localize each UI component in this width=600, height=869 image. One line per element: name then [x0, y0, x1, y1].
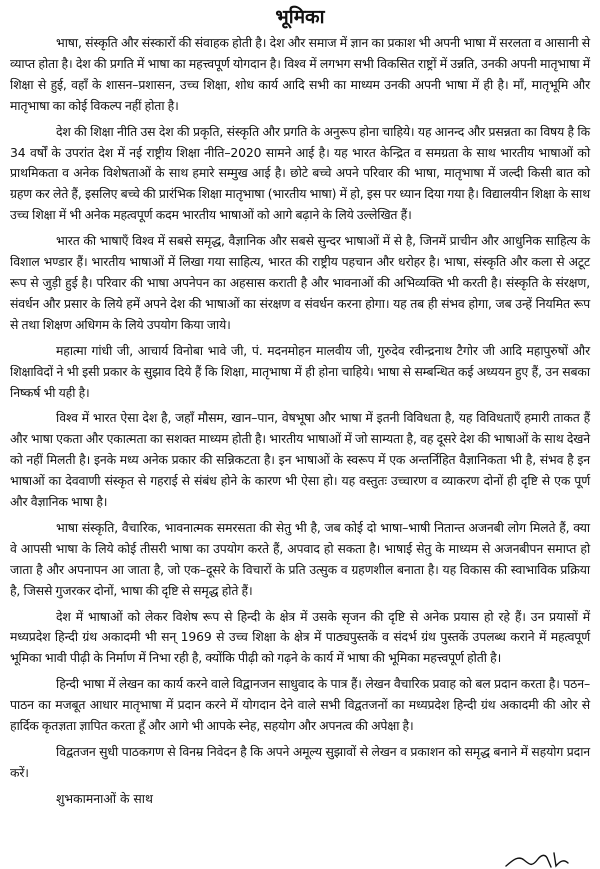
- paragraph-5: विश्व में भारत ऐसा देश है, जहाँ मौसम, खान–पान, वेषभूषा और भाषा में इतनी विविधता है, यह विविधताएँ हमारी ताकत हैं और भाषा एकता और एकात्मता का सशक्त माध्यम होती है। भारतीय भाषाओं में जो साम्यता है, वह दूसरे देश की भाषाओं के साथ देखने को नहीं मिलती है। इनके मध्य अनेक प्रकार की सन्निकटता है। इन भाषाओं के स्वरूप में एक अन्तर्निहित वैज्ञानिकता भी है, संभव है इन भाषाओं का देववाणी संस्कृत से गहराई से संबंध होने के कारण भी ऐसा हो। यह वस्तुतः उच्चारण व व्याकरण दोनों ही दृष्टि से एक पूर्ण और वैज्ञानिक भाषा है।: [10, 410, 590, 510]
- paragraph-4: महात्मा गांधी जी, आचार्य विनोबा भावे जी, पं. मदनमोहन मालवीय जी, गुरुदेव रवीन्द्रनाथ टैगोर जी आदि महापुरुषों और शिक्षाविदों ने भी इसी प्रकार के सुझाव दिये हैं कि शिक्षा, मातृभाषा में ही होना चाहिये। भाषा से सम्बन्धित कई अध्ययन हुए हैं, उन सबका निष्कर्ष भी यही है।: [10, 342, 590, 400]
- signature-image: [502, 851, 572, 869]
- paragraph-1: भाषा, संस्कृति और संस्कारों की संवाहक होती है। देश और समाज में ज्ञान का प्रकाश भी अपनी भाषा में सरलता व आसानी से व्याप्त होता है। देश की प्रगति में भाषा का महत्त्वपूर्ण योगदान है। विश्व में लगभग सभी विकसित राष्ट्रों में उन्नति, उनकी अपनी मातृभाषा में शिक्षा से हुई, वहाँ के शासन–प्रशासन, उच्च शिक्षा, शोध कार्य आदि सभी का माध्यम उनकी अपनी भाषा में ही है। माँ, मातृभूमि और मातृभाषा का कोई विकल्प नहीं होता है।: [10, 35, 590, 113]
- paragraph-9: विद्वतजन सुधी पाठकगण से विनम्र निवेदन है कि अपने अमूल्य सुझावों से लेखन व प्रकाशन को समृद्ध बनाने में सहयोग प्रदान करें।: [10, 744, 590, 780]
- page-title: भूमिका: [275, 6, 325, 28]
- closing-line: शुभकामनाओं के साथ: [56, 790, 153, 806]
- paragraph-3: भारत की भाषाएँ विश्व में सबसे समृद्ध, वैज्ञानिक और सबसे सुन्दर भाषाओं में से है, जिनमें प्राचीन और आधुनिक साहित्य के विशाल भण्डार हैं। भारतीय भाषाओं में लिखा गया साहित्य, भारत की राष्ट्रीय पहचान और धरोहर है। भाषा, संस्कृति और कला से अटूट रूप से जुड़ी हुई है। परिवार की भाषा अपनेपन का अहसास कराती है और भावनाओं की अभिव्यक्ति भी करती है। संस्कृति के संरक्षण, संवर्धन और प्रसार के लिये हमें अपने देश की भाषाओं का संरक्षण व संवर्धन करना होगा। यह तब ही संभव होगा, जब उन्हें नियमित रूप से तथा शिक्षण अधिगम के लिये उपयोग किया जाये।: [10, 233, 590, 332]
- paragraph-2: देश की शिक्षा नीति उस देश की प्रकृति, संस्कृति और प्रगति के अनुरूप होना चाहिये। यह आनन्द और प्रसन्नता का विषय है कि 34 वर्षों के उपरांत देश में नई राष्ट्रीय शिक्षा नीति–2020 सामने आई है। यह भारत केन्द्रित व समग्रता के साथ भारतीय भाषाओं को प्राथमिकता व अनेक विशेषताओं के साथ हमारे सम्मुख आई है। छोटे बच्चे अपने परिवार की भाषा, मातृभाषा में जल्दी किसी बात को ग्रहण कर लेते हैं, इसलिए बच्चे की प्रारंभिक शिक्षा मातृभाषा (भारतीय भाषा) में हो, इस पर ध्यान दिया गया है। विद्यालयीन शिक्षा के साथ उच्च शिक्षा में भी अनेक महत्वपूर्ण कदम भारतीय भाषाओं को आगे बढ़ाने के लिये उल्लेखित हैं।: [10, 123, 590, 223]
- paragraph-8: हिन्दी भाषा में लेखन का कार्य करने वाले विद्वानजन साधुवाद के पात्र हैं। लेखन वैचारिक प्रवाह को बल प्रदान करता है। पठन–पाठन का मजबूत आधार मातृभाषा में प्रदान करने में योगदान देने वाले सभी विद्वतजनों का मध्यप्रदेश हिन्दी ग्रंथ अकादमी की ओर से हार्दिक कृतज्ञता ज्ञापित करता हूँ और आगे भी आपके स्नेह, सहयोग और अपनत्व की अपेक्षा है।: [10, 676, 590, 734]
- paragraph-7: देश में भाषाओं को लेकर विशेष रूप से हिन्दी के क्षेत्र में उसके सृजन की दृष्टि से अनेक प्रयास हो रहे हैं। उन प्रयासों में मध्यप्रदेश हिन्दी ग्रंथ अकादमी भी सन् 1969 से उच्च शिक्षा के क्षेत्र में पाठ्यपुस्तकें व संदर्भ ग्रंथ पुस्तकें उपलब्ध कराने में महत्वपूर्ण भूमिका भावी पीढ़ी के निर्माण में निभा रही है, क्योंकि पीढ़ी को गढ़ने के कार्य में भाषा की भूमिका महत्त्वपूर्ण होती है।: [10, 608, 590, 666]
- paragraph-6: भाषा संस्कृति, वैचारिक, भावनात्मक समरसता की सेतु भी है, जब कोई दो भाषा–भाषी नितान्त अजनबी लोग मिलते हैं, क्या वे आपसी भाषा के लिये कोई तीसरी भाषा का उपयोग करते हैं, अपवाद हो सकता है। भाषाई सेतु के माध्यम से अजनबीपन समाप्त हो जाता है और अपनापन आ जाता है, जो एक–दूसरे के विचारों के प्रति उत्सुक व ग्रहणशील बनाता है। यह विकास की स्वाभाविक प्रक्रिया है, जिससे गुजरकर दोनों, भाषा की दृष्टि से समृद्ध होते हैं।: [10, 519, 590, 598]
